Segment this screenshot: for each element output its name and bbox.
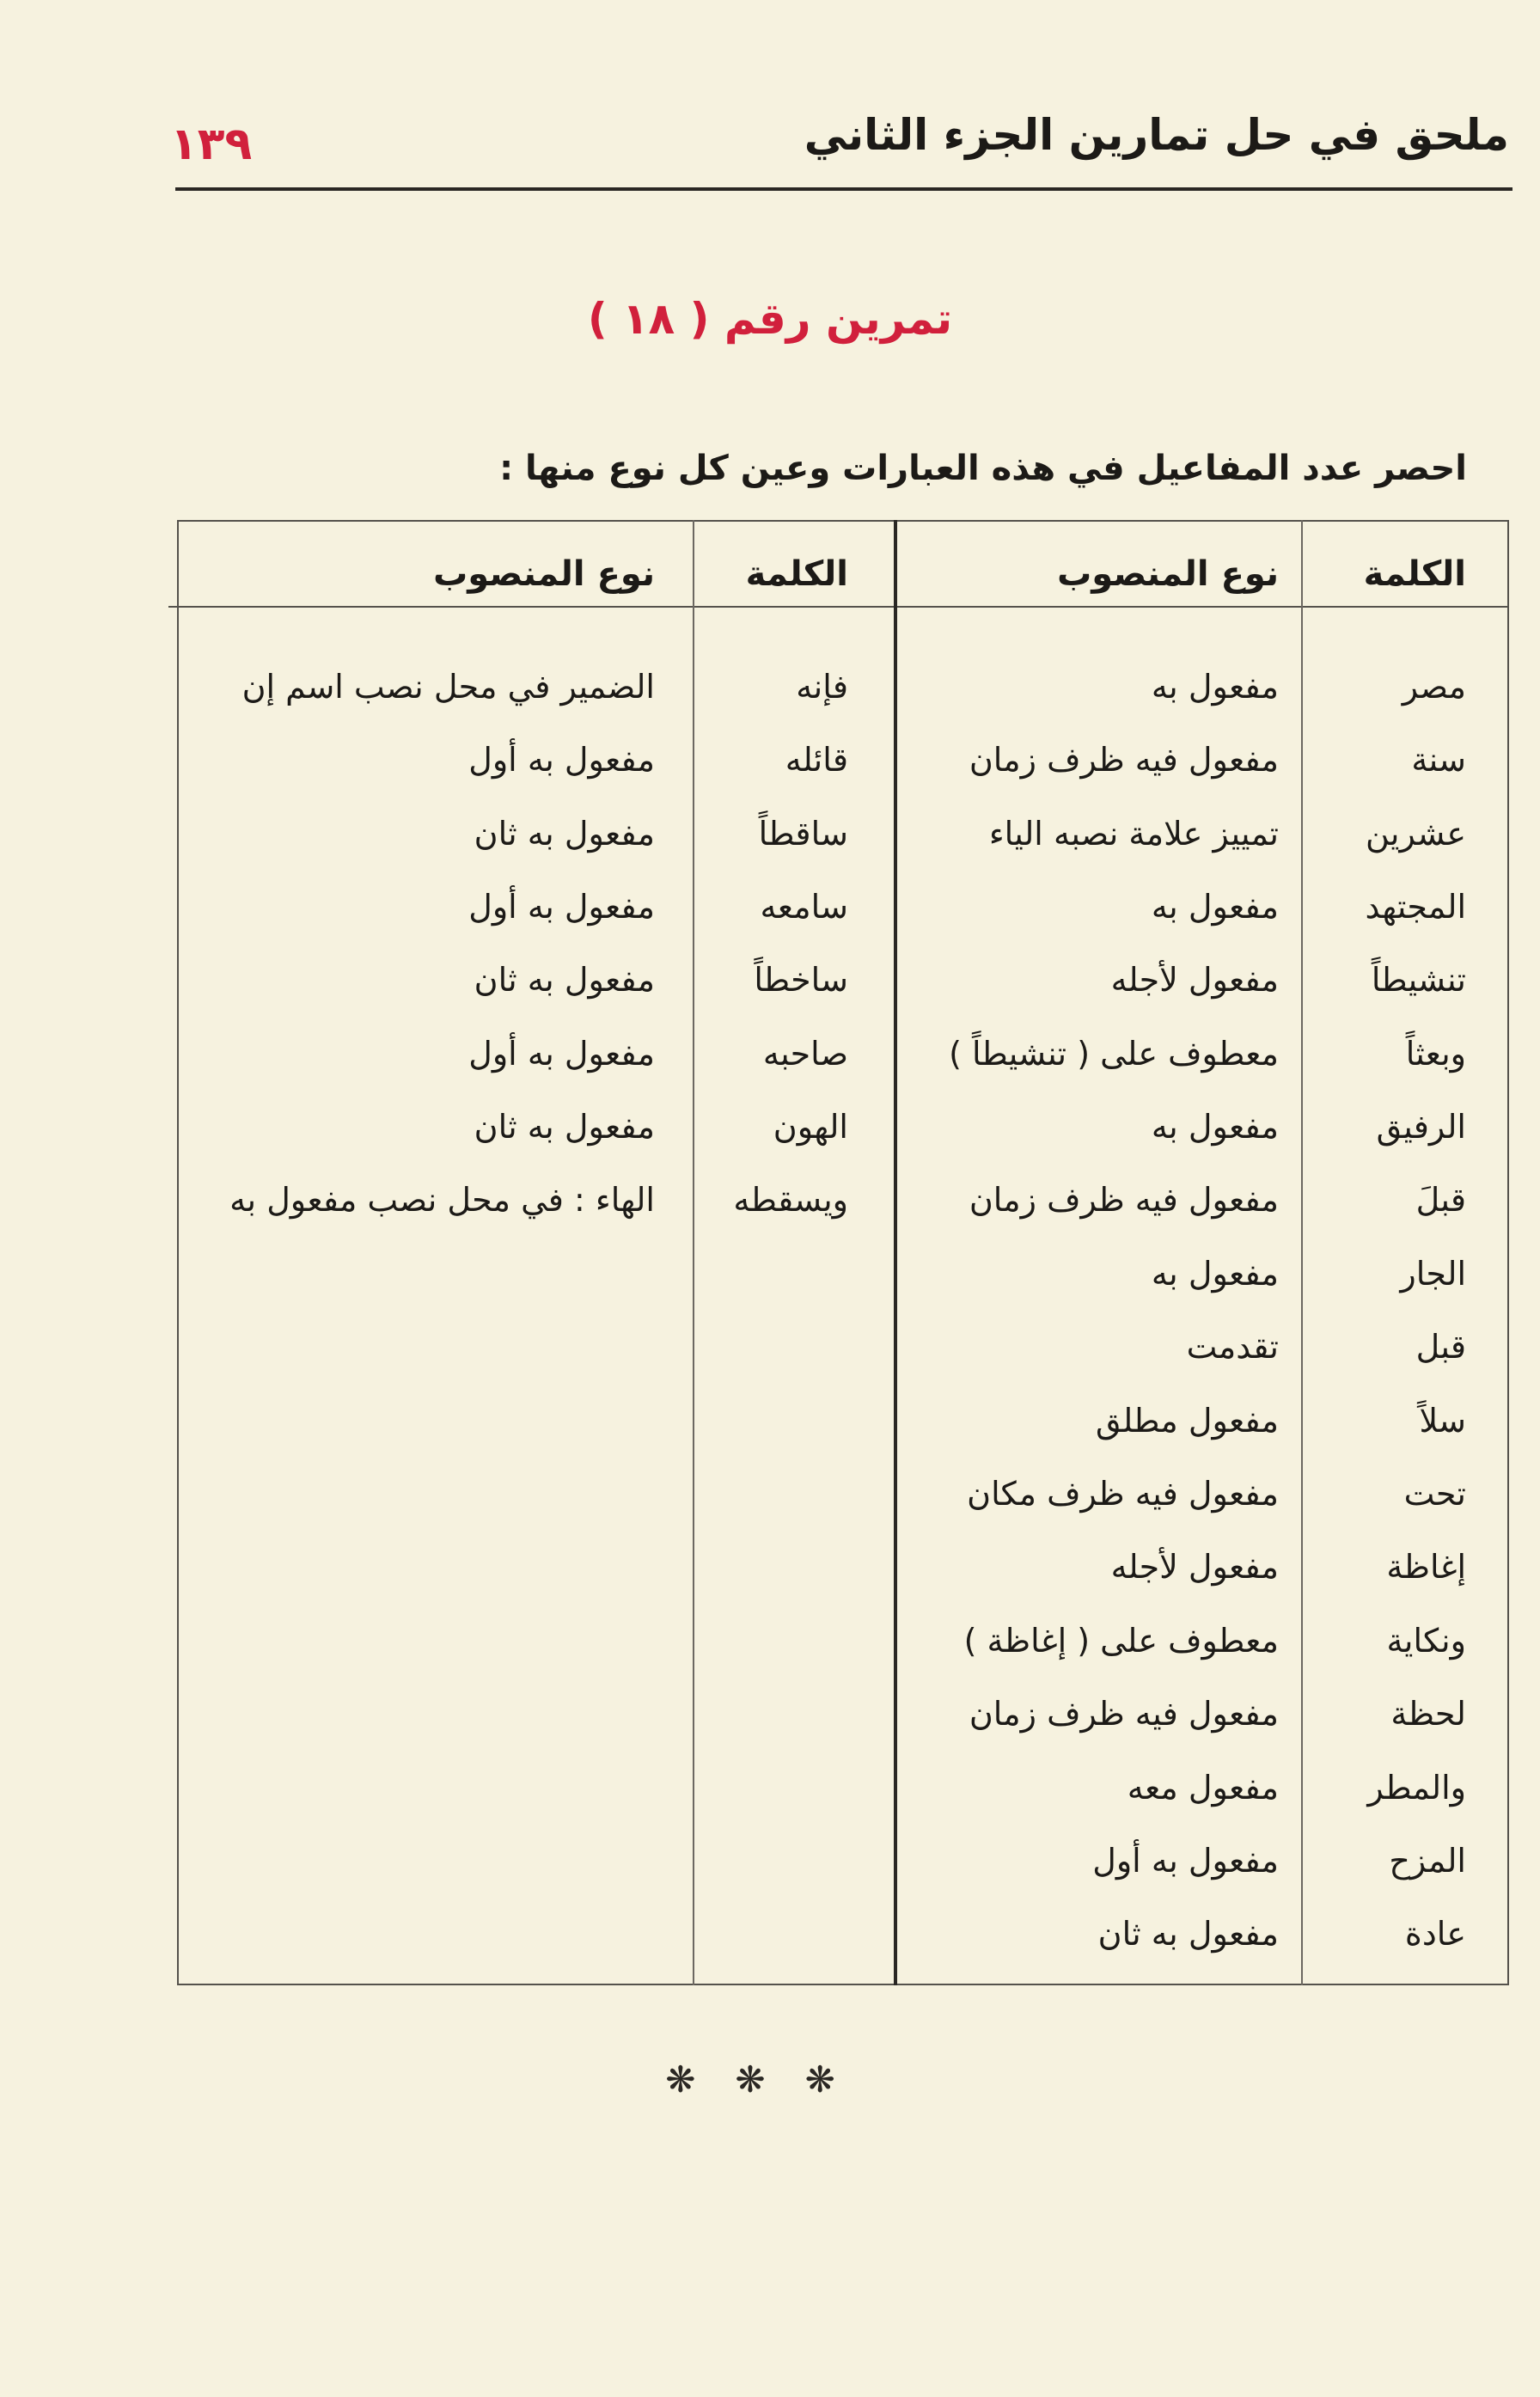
- table-cell-type: معطوف على ( تنشيطاً ): [949, 1035, 1279, 1073]
- table-cell-type: مفعول به ثان: [1097, 1915, 1279, 1953]
- table-cell-type: مفعول فيه ظرف زمان: [969, 1695, 1279, 1733]
- table-cell-word: قبل: [1415, 1328, 1466, 1366]
- table-cell-type: مفعول فيه ظرف زمان: [969, 741, 1279, 779]
- table-cell-type: مفعول به ثان: [474, 815, 655, 853]
- table-cell-type: الهاء : في محل نصب مفعول به: [229, 1181, 655, 1219]
- exercise-instruction: احصر عدد المفاعيل في هذه العبارات وعين كل نوع منها :: [499, 449, 1467, 488]
- table-cell-type: مفعول فيه ظرف زمان: [969, 1181, 1279, 1219]
- table-cell-word: قائله: [785, 741, 848, 779]
- table-center-divider: [894, 520, 897, 1985]
- header-left-type: نوع المنصوب: [433, 554, 655, 594]
- table-cell-type: مفعول به أول: [468, 888, 655, 926]
- table-cell-type: مفعول به أول: [468, 741, 655, 779]
- table-cell-word: ويسقطه: [733, 1181, 848, 1219]
- table-cell-word: ساقطاً: [758, 815, 848, 853]
- column-divider: [693, 520, 694, 1985]
- exercise-title: تمرين رقم ( ١٨ ): [587, 294, 953, 344]
- table-cell-type: مفعول به: [1151, 668, 1279, 706]
- table-cell-word: والمطر: [1367, 1769, 1466, 1807]
- table-cell-type: مفعول فيه ظرف مكان: [967, 1475, 1279, 1513]
- table-cell-word: وبعثاً: [1405, 1035, 1466, 1073]
- table-cell-word: ساخطاً: [754, 961, 848, 999]
- header-right-type: نوع المنصوب: [1057, 554, 1279, 594]
- table-cell-word: تنشيطاً: [1371, 961, 1466, 999]
- table-cell-type: مفعول به: [1151, 1108, 1279, 1146]
- table-cell-type: معطوف على ( إغاظة ): [963, 1622, 1279, 1660]
- table-cell-type: مفعول معه: [1127, 1769, 1279, 1807]
- table-cell-word: عشرين: [1365, 815, 1466, 853]
- table-cell-type: مفعول به أول: [468, 1035, 655, 1073]
- table-cell-word: الجار: [1400, 1255, 1466, 1293]
- table-cell-word: سنة: [1411, 741, 1466, 779]
- table-cell-word: إغاظة: [1386, 1548, 1466, 1586]
- table-cell-word: لحظة: [1390, 1695, 1466, 1733]
- table-cell-type: تمييز علامة نصبه الياء: [988, 815, 1279, 853]
- table-cell-type: مفعول مطلق: [1095, 1402, 1279, 1440]
- table-cell-word: سلاً: [1419, 1402, 1466, 1440]
- table-header-rule: [168, 606, 1509, 608]
- table-cell-type: مفعول به ثان: [474, 1108, 655, 1146]
- table-cell-word: قبلَ: [1415, 1181, 1466, 1219]
- table-cell-type: تقدمت: [1186, 1328, 1279, 1366]
- table-cell-type: الضمير في محل نصب اسم إن: [241, 668, 655, 706]
- table-cell-word: تحت: [1403, 1475, 1466, 1513]
- table-cell-word: المزح: [1389, 1842, 1466, 1880]
- table-cell-word: صاحبه: [762, 1035, 848, 1073]
- table-cell-type: مفعول به أول: [1092, 1842, 1279, 1880]
- table-cell-word: ونكاية: [1386, 1622, 1466, 1660]
- table-cell-word: الهون: [773, 1108, 848, 1146]
- table-cell-type: مفعول به ثان: [474, 961, 655, 999]
- header-right-word: الكلمة: [1363, 554, 1466, 594]
- running-head-title: ملحق في حل تمارين الجزء الثاني: [804, 110, 1509, 160]
- table-cell-word: مصر: [1402, 668, 1466, 706]
- table-cell-type: مفعول لأجله: [1110, 1548, 1279, 1586]
- table-cell-type: مفعول به: [1151, 1255, 1279, 1293]
- table-cell-word: الرفيق: [1376, 1108, 1466, 1146]
- table-cell-word: عادة: [1404, 1915, 1466, 1953]
- table-cell-word: المجتهد: [1365, 888, 1466, 926]
- table-cell-word: فإنه: [796, 668, 848, 706]
- table-cell-word: سامعه: [760, 888, 848, 926]
- page-number: ١٣٩: [170, 119, 253, 170]
- header-left-word: الكلمة: [745, 554, 848, 594]
- column-divider: [1301, 520, 1303, 1985]
- header-rule: [175, 187, 1512, 191]
- section-end-ornament: ❋❋❋: [665, 2058, 875, 2100]
- table-cell-type: مفعول به: [1151, 888, 1279, 926]
- table-cell-type: مفعول لأجله: [1110, 961, 1279, 999]
